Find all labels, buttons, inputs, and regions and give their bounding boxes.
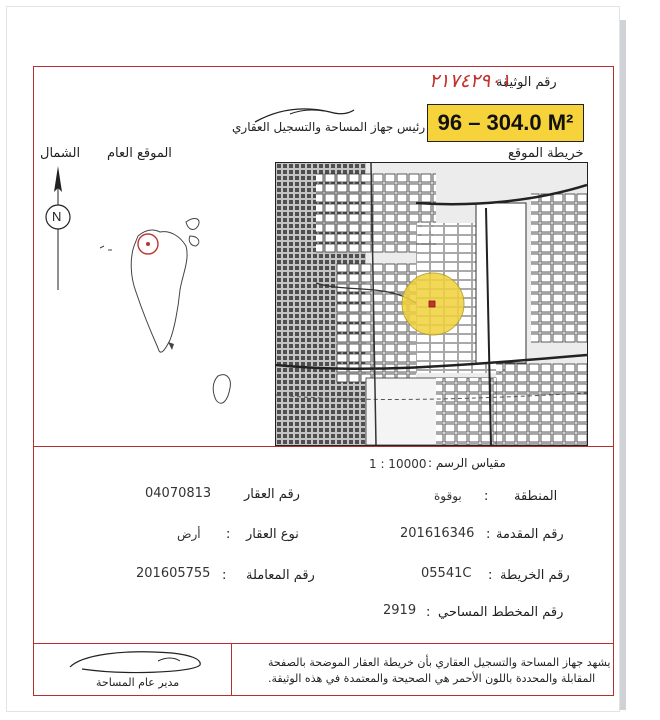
certification-line-2: المقابلة والمحددة باللون الأحمر هي الصحيحة والمعتمدة في هذه الوثيقة. [268, 672, 596, 685]
area-badge: 96 – 304.0 M² [427, 104, 584, 142]
divider-footer [33, 643, 614, 644]
map-number-label: رقم الخريطة [500, 568, 570, 583]
north-letter: N [52, 209, 62, 224]
region-value: بوقوة [434, 489, 462, 503]
colon: : [488, 568, 493, 583]
document-number-value: ٢١٧٤٢٩٠١ [429, 70, 511, 92]
general-location-title: الموقع العام [107, 146, 172, 161]
request-number-value: 201616346 [400, 526, 475, 541]
colon: : [426, 605, 431, 620]
signature-bottom [62, 645, 212, 679]
property-type-label: نوع العقار [246, 527, 299, 542]
request-number-label: رقم المقدمة [496, 527, 564, 542]
transaction-number-label: رقم المعاملة [246, 568, 315, 583]
site-map [275, 162, 588, 446]
colon: : [484, 489, 489, 504]
colon: : [226, 527, 231, 542]
certification-line-1: يشهد جهاز المساحة والتسجيل العقاري بأن خريطة العقار الموضحة بالصفحة [268, 656, 611, 669]
divider-footer-vertical [231, 643, 232, 695]
signatory-top: رئيس جهاز المساحة والتسجيل العقاري [232, 120, 426, 134]
north-arrow-icon [38, 162, 78, 292]
general-location-map [90, 180, 250, 450]
property-number-label: رقم العقار [244, 487, 300, 502]
scale-label: مقياس الرسم : [428, 456, 506, 470]
survey-plan-value: 2919 [383, 603, 417, 618]
north-label: الشمال [40, 146, 81, 161]
site-map-title: خريطة الموقع [508, 146, 584, 161]
map-number-value: 05541C [421, 566, 472, 581]
colon: : [222, 568, 227, 583]
scale-value: 1 : 10000 [369, 457, 427, 471]
survey-plan-label: رقم المخطط المساحي [438, 605, 564, 620]
region-label: المنطقة [514, 489, 558, 504]
colon: : [486, 527, 491, 542]
property-number-value: 04070813 [145, 486, 212, 501]
document-number-label: رقم الوثيقة [496, 75, 557, 90]
transaction-number-value: 201605755 [136, 566, 211, 581]
property-type-value: أرض [177, 527, 201, 541]
signatory-bottom: مدير عام المساحة [96, 676, 180, 689]
